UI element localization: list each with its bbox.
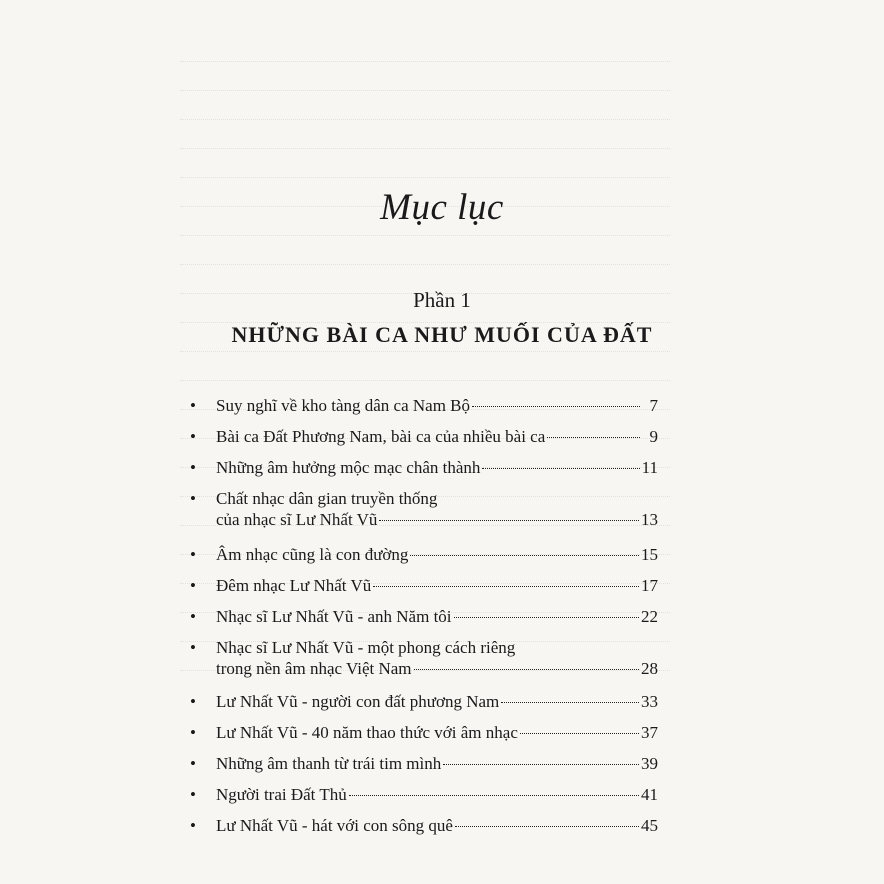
toc-page-number: 41	[641, 785, 658, 804]
toc-page-number: 45	[641, 816, 658, 835]
toc-entry[interactable]	[190, 575, 658, 596]
dot-leader	[482, 468, 639, 469]
dot-leader	[520, 733, 639, 734]
part-label: Phần 1	[413, 288, 471, 312]
part-title: NHỮNG BÀI CA NHƯ MUỐI CỦA ĐẤT	[231, 322, 653, 347]
dot-leader	[414, 669, 639, 670]
dot-leader	[443, 764, 639, 765]
toc-page-number: 22	[641, 607, 658, 626]
toc-entry-title: Chất nhạc dân gian truyền thống	[216, 489, 438, 508]
bullet-icon: •	[190, 607, 196, 626]
bullet-icon: •	[190, 427, 196, 446]
bullet-icon: •	[190, 396, 196, 415]
dot-leader	[547, 437, 640, 438]
toc-page-number: 11	[641, 458, 658, 477]
bullet-icon: •	[190, 489, 196, 508]
toc-entry[interactable]	[190, 815, 658, 836]
toc-page-number: 9	[649, 427, 658, 446]
toc-entry-title: Nhạc sĩ Lư Nhất Vũ - một phong cách riêng	[216, 638, 516, 657]
toc-page-number: 28	[641, 659, 658, 678]
toc-page-number: 13	[641, 510, 658, 529]
toc-entry[interactable]	[190, 753, 658, 774]
dot-leader	[455, 826, 639, 827]
toc-entry-title: Đêm nhạc Lư Nhất Vũ	[216, 576, 372, 595]
toc-entry-title: Người trai Đất Thủ	[216, 785, 347, 804]
toc-entry[interactable]	[190, 722, 658, 743]
toc-entry[interactable]	[190, 426, 658, 447]
toc-page-number: 37	[641, 723, 658, 742]
toc-entry[interactable]	[190, 606, 658, 627]
dot-leader	[501, 702, 639, 703]
toc-entry-title: Bài ca Đất Phương Nam, bài ca của nhiều bài ca	[216, 427, 546, 446]
bullet-icon: •	[190, 576, 196, 595]
toc-entry-title: Lư Nhất Vũ - 40 năm thao thức với âm nhạc	[216, 723, 518, 742]
dot-leader	[349, 795, 639, 796]
bullet-icon: •	[190, 723, 196, 742]
toc-entry[interactable]	[190, 457, 658, 478]
bullet-icon: •	[190, 692, 196, 711]
dot-leader	[454, 617, 639, 618]
bullet-icon: •	[190, 785, 196, 804]
toc-entry[interactable]	[190, 784, 658, 805]
dot-leader	[410, 555, 639, 556]
toc-entry-title: Suy nghĩ về kho tàng dân ca Nam Bộ	[216, 396, 471, 415]
dot-leader	[373, 586, 639, 587]
page-title: Mục lục	[380, 187, 504, 228]
bullet-icon: •	[190, 545, 196, 564]
toc-page-number: 17	[641, 576, 658, 595]
dot-leader	[379, 520, 639, 521]
toc-page-number: 39	[641, 754, 658, 773]
bullet-icon: •	[190, 638, 196, 657]
bullet-icon: •	[190, 754, 196, 773]
toc-page-number: 15	[641, 545, 658, 564]
toc-entry-title: Những âm hưởng mộc mạc chân thành	[216, 458, 481, 477]
toc-entry-title: Những âm thanh từ trái tim mình	[216, 754, 442, 773]
toc-entry[interactable]	[190, 488, 658, 530]
toc-entry[interactable]	[190, 637, 658, 679]
toc-entry-title: trong nền âm nhạc Việt Nam	[216, 659, 412, 678]
toc-entry-title: Nhạc sĩ Lư Nhất Vũ - anh Năm tôi	[216, 607, 452, 626]
toc-page-number: 7	[649, 396, 658, 415]
bullet-icon: •	[190, 816, 196, 835]
toc-entry[interactable]	[190, 691, 658, 712]
toc-entry-title: Lư Nhất Vũ - người con đất phương Nam	[216, 692, 500, 711]
toc-entry-title: Âm nhạc cũng là con đường	[216, 545, 409, 564]
bullet-icon: •	[190, 458, 196, 477]
dot-leader	[472, 406, 640, 407]
toc-entry[interactable]	[190, 544, 658, 565]
toc-entry-title: Lư Nhất Vũ - hát với con sông quê	[216, 816, 453, 835]
toc-entry-title: của nhạc sĩ Lư Nhất Vũ	[216, 510, 378, 529]
toc-entry[interactable]	[190, 395, 658, 416]
toc-page-number: 33	[641, 692, 658, 711]
table-of-contents	[190, 395, 658, 846]
